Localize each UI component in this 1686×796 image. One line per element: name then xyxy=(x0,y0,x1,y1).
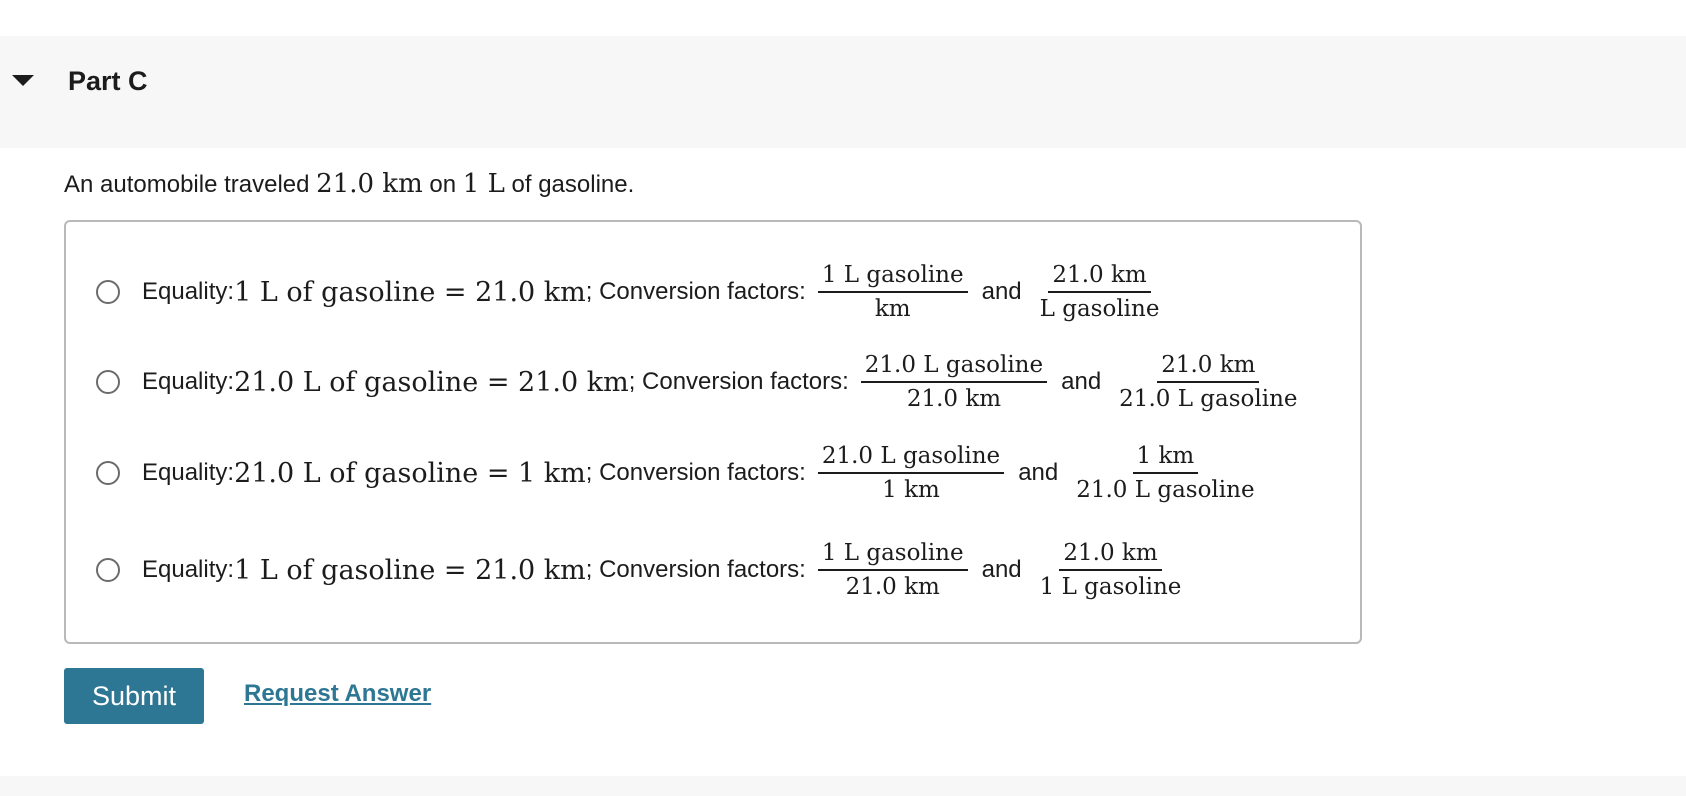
fraction-numerator: 21.0 L gasoline xyxy=(861,349,1047,383)
conversion-factors-label: ; Conversion factors: xyxy=(628,368,849,395)
prompt-volume: 1 L xyxy=(462,169,505,199)
conversion-factor-2 xyxy=(1072,440,1258,506)
next-section-band xyxy=(0,776,1686,796)
radio-unchecked-icon[interactable] xyxy=(96,370,120,394)
radio-unchecked-icon[interactable] xyxy=(96,280,120,304)
equality-label: Equality: xyxy=(142,556,235,583)
fraction-denominator: 21.0 L gasoline xyxy=(1119,386,1298,412)
fraction-denominator: 21.0 km xyxy=(906,386,1002,412)
fraction-numerator: 21.0 km xyxy=(1059,537,1161,571)
answer-option-4[interactable] xyxy=(96,537,1197,603)
and-word: and xyxy=(1018,459,1059,486)
equality-label: Equality: xyxy=(142,278,235,305)
and-word: and xyxy=(981,278,1022,305)
equality-expression: 1 L of gasoline = 21.0 km xyxy=(234,276,586,308)
equality-expression: 21.0 L of gasoline = 1 km xyxy=(234,457,586,489)
equality-label: Equality: xyxy=(142,459,235,486)
request-answer-link[interactable]: Request Answer xyxy=(244,680,432,707)
conversion-factor-1 xyxy=(818,537,968,603)
part-header[interactable] xyxy=(0,36,1686,148)
fraction-numerator: 21.0 L gasoline xyxy=(818,440,1004,474)
answer-option-2[interactable] xyxy=(96,349,1314,415)
and-word: and xyxy=(981,556,1022,583)
conversion-factor-1 xyxy=(861,349,1047,415)
prompt-text-after: of gasoline. xyxy=(504,171,635,198)
radio-unchecked-icon[interactable] xyxy=(96,461,120,485)
fraction-numerator: 1 km xyxy=(1133,440,1199,474)
fraction-denominator: 21.0 L gasoline xyxy=(1076,477,1255,503)
fraction-numerator: 21.0 km xyxy=(1157,349,1259,383)
conversion-factor-2 xyxy=(1036,259,1164,325)
fraction-numerator: 21.0 km xyxy=(1048,259,1150,293)
radio-unchecked-icon[interactable] xyxy=(96,558,120,582)
conversion-factors-label: ; Conversion factors: xyxy=(585,278,806,305)
fraction-numerator: 1 L gasoline xyxy=(818,259,968,293)
submit-button[interactable]: Submit xyxy=(64,668,204,724)
conversion-factors-label: ; Conversion factors: xyxy=(585,459,806,486)
and-word: and xyxy=(1061,368,1102,395)
fraction-denominator: 1 L gasoline xyxy=(1039,574,1182,600)
equality-label: Equality: xyxy=(142,368,235,395)
equality-expression: 1 L of gasoline = 21.0 km xyxy=(234,554,586,586)
conversion-factor-1 xyxy=(818,440,1004,506)
fraction-denominator: L gasoline xyxy=(1039,296,1160,322)
prompt-text-middle: on xyxy=(422,171,463,198)
conversion-factor-2 xyxy=(1115,349,1301,415)
fraction-denominator: km xyxy=(874,296,911,322)
equality-expression: 21.0 L of gasoline = 21.0 km xyxy=(234,366,629,398)
answer-option-3[interactable] xyxy=(96,440,1271,506)
fraction-denominator: 21.0 km xyxy=(845,574,940,600)
part-title: Part C xyxy=(68,66,148,96)
conversion-factors-label: ; Conversion factors: xyxy=(585,556,806,583)
caret-down-icon[interactable] xyxy=(12,75,34,86)
question-prompt xyxy=(64,169,634,199)
answer-option-1[interactable] xyxy=(96,259,1175,325)
fraction-numerator: 1 L gasoline xyxy=(818,537,968,571)
prompt-text-before: An automobile traveled xyxy=(64,171,317,198)
prompt-distance: 21.0 km xyxy=(316,169,423,199)
conversion-factor-2 xyxy=(1036,537,1186,603)
fraction-denominator: 1 km xyxy=(882,477,940,503)
conversion-factor-1 xyxy=(818,259,968,325)
